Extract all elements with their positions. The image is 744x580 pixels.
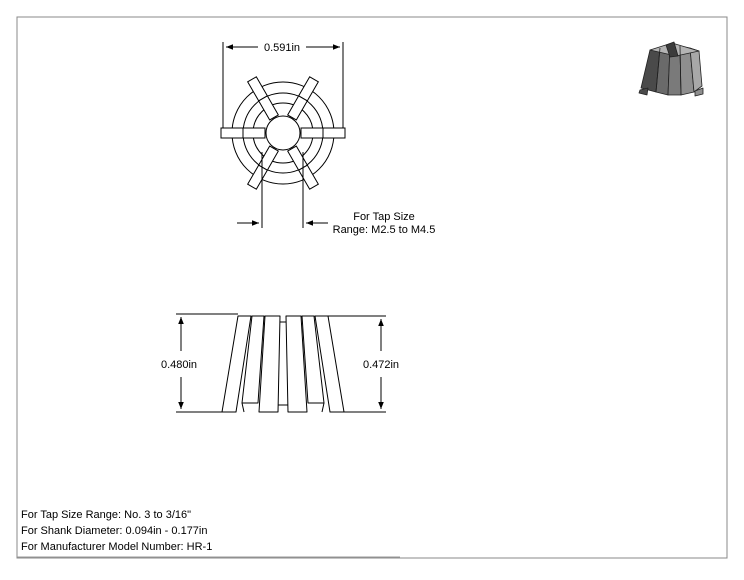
info-shank-diameter: For Shank Diameter: 0.094in - 0.177in bbox=[21, 525, 208, 537]
width-dimension-label: 0.591in bbox=[263, 42, 301, 54]
info-block bbox=[21, 509, 212, 553]
isometric-thumbnail bbox=[639, 42, 703, 96]
collet-jaws bbox=[221, 77, 345, 189]
info-model-number: For Manufacturer Model Number: HR-1 bbox=[21, 541, 213, 553]
top-view bbox=[221, 42, 435, 236]
sheet-frame bbox=[17, 17, 727, 558]
tap-size-note-line2: Range: M2.5 to M4.5 bbox=[332, 224, 436, 236]
info-tap-range: For Tap Size Range: No. 3 to 3/16" bbox=[21, 509, 192, 521]
right-height-label: 0.472in bbox=[362, 359, 400, 371]
width-dimension bbox=[223, 42, 343, 132]
tap-size-note-line1: For Tap Size bbox=[353, 211, 415, 223]
collet-profile bbox=[222, 316, 344, 412]
left-height-label: 0.480in bbox=[160, 359, 198, 371]
side-view bbox=[161, 314, 399, 412]
